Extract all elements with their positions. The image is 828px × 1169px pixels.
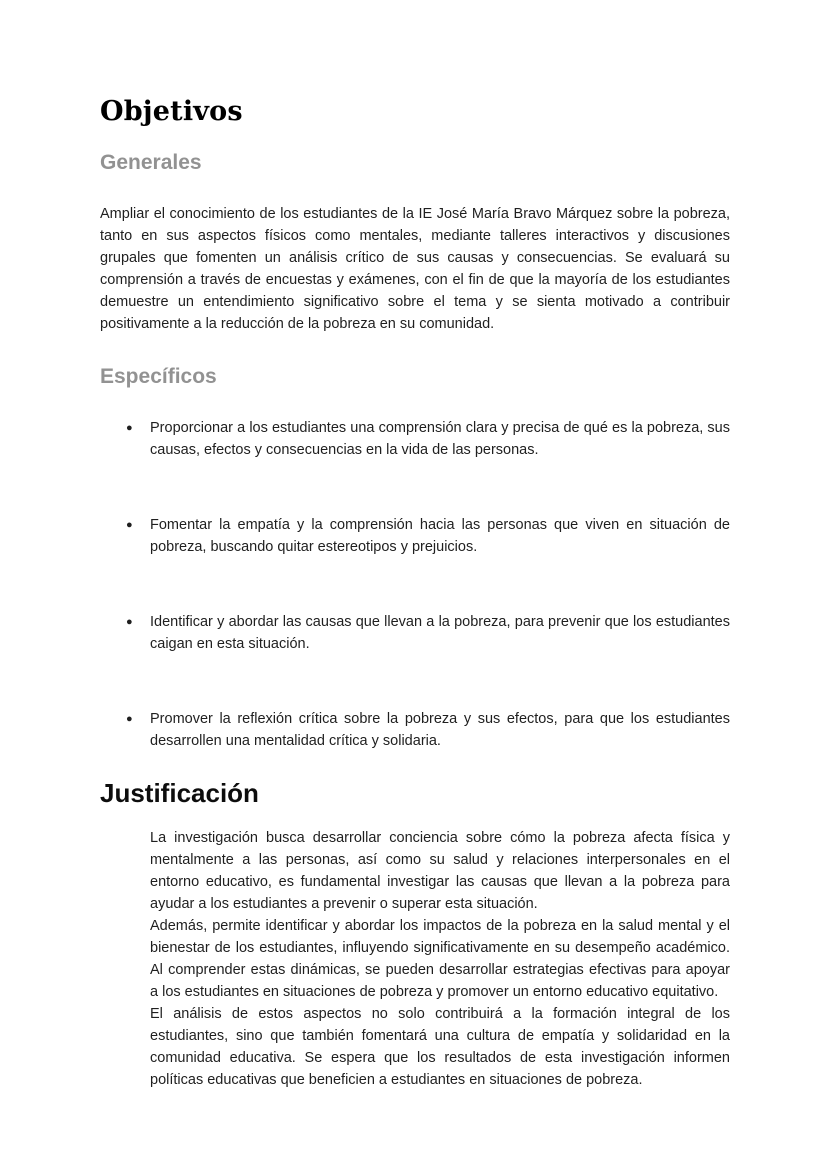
bullet-icon: ● [126,616,133,628]
especificos-list [100,417,730,752]
justificacion-paragraph: La investigación busca desarrollar conciencia sobre cómo la pobreza afecta física y mentalmente a las personas, así como su salud y relaciones interpersonales en el entorno educativo, es fundamental investigar las causas que llevan a la pobreza para ayudar a los estudiantes a prevenir o superar esta situación. [150,830,730,912]
bullet-text: Identificar y abordar las causas que llevan a la pobreza, para prevenir que los estudiantes caigan en esta situación. [150,614,730,652]
list-item [100,417,730,461]
bullet-text: Fomentar la empatía y la comprensión hacia las personas que viven en situación de pobreza, buscando quitar estereotipos y prejuicios. [150,517,730,555]
heading-generales: Generales [100,151,202,174]
bullet-icon: ● [126,713,133,725]
justificacion-paragraph: Además, permite identificar y abordar los impactos de la pobreza en la salud mental y el bienestar de los estudiantes, influyendo significativamente en su desempeño académico. Al comprender estas dinámicas, se pueden desarrollar estrategias efectivas para apoyar a los estudiantes en situaciones de pobreza y promover un entorno educativo equitativo. [150,918,730,1000]
generales-paragraph: Ampliar el conocimiento de los estudiantes de la IE José María Bravo Márquez sobre la pobreza, tanto en sus aspectos físicos como mentales, mediante talleres interactivos y discusiones grupales que fomenten un análisis crítico de sus causas y consecuencias. Se evaluará su comprensión a través de encuestas y exámenes, con el fin de que la mayoría de los estudiantes demuestre un entendimiento significativo sobre el tema y se sienta motivado a contribuir positivamente a la reducción de la pobreza en su comunidad. [100,206,730,332]
list-item [100,611,730,655]
bullet-text: Promover la reflexión crítica sobre la pobreza y sus efectos, para que los estudiantes desarrollen una mentalidad crítica y solidaria. [150,711,730,749]
list-item [100,514,730,558]
heading-especificos: Específicos [100,365,217,388]
bullet-text: Proporcionar a los estudiantes una comprensión clara y precisa de qué es la pobreza, sus causas, efectos y consecuencias en la vida de las personas. [150,420,730,458]
bullet-icon: ● [126,422,133,434]
heading-justificacion: Justificación [100,778,259,808]
justificacion-block [100,827,730,1091]
list-item [100,708,730,752]
heading-objetivos: Objetivos [100,96,243,127]
bullet-icon: ● [126,519,133,531]
justificacion-paragraph: El análisis de estos aspectos no solo contribuirá a la formación integral de los estudiantes, sino que también fomentará una cultura de empatía y solidaridad en la comunidad educativa. Se espera que los resultados de esta investigación informen políticas educativas que beneficien a estudiantes en situaciones de pobreza. [150,1006,730,1088]
